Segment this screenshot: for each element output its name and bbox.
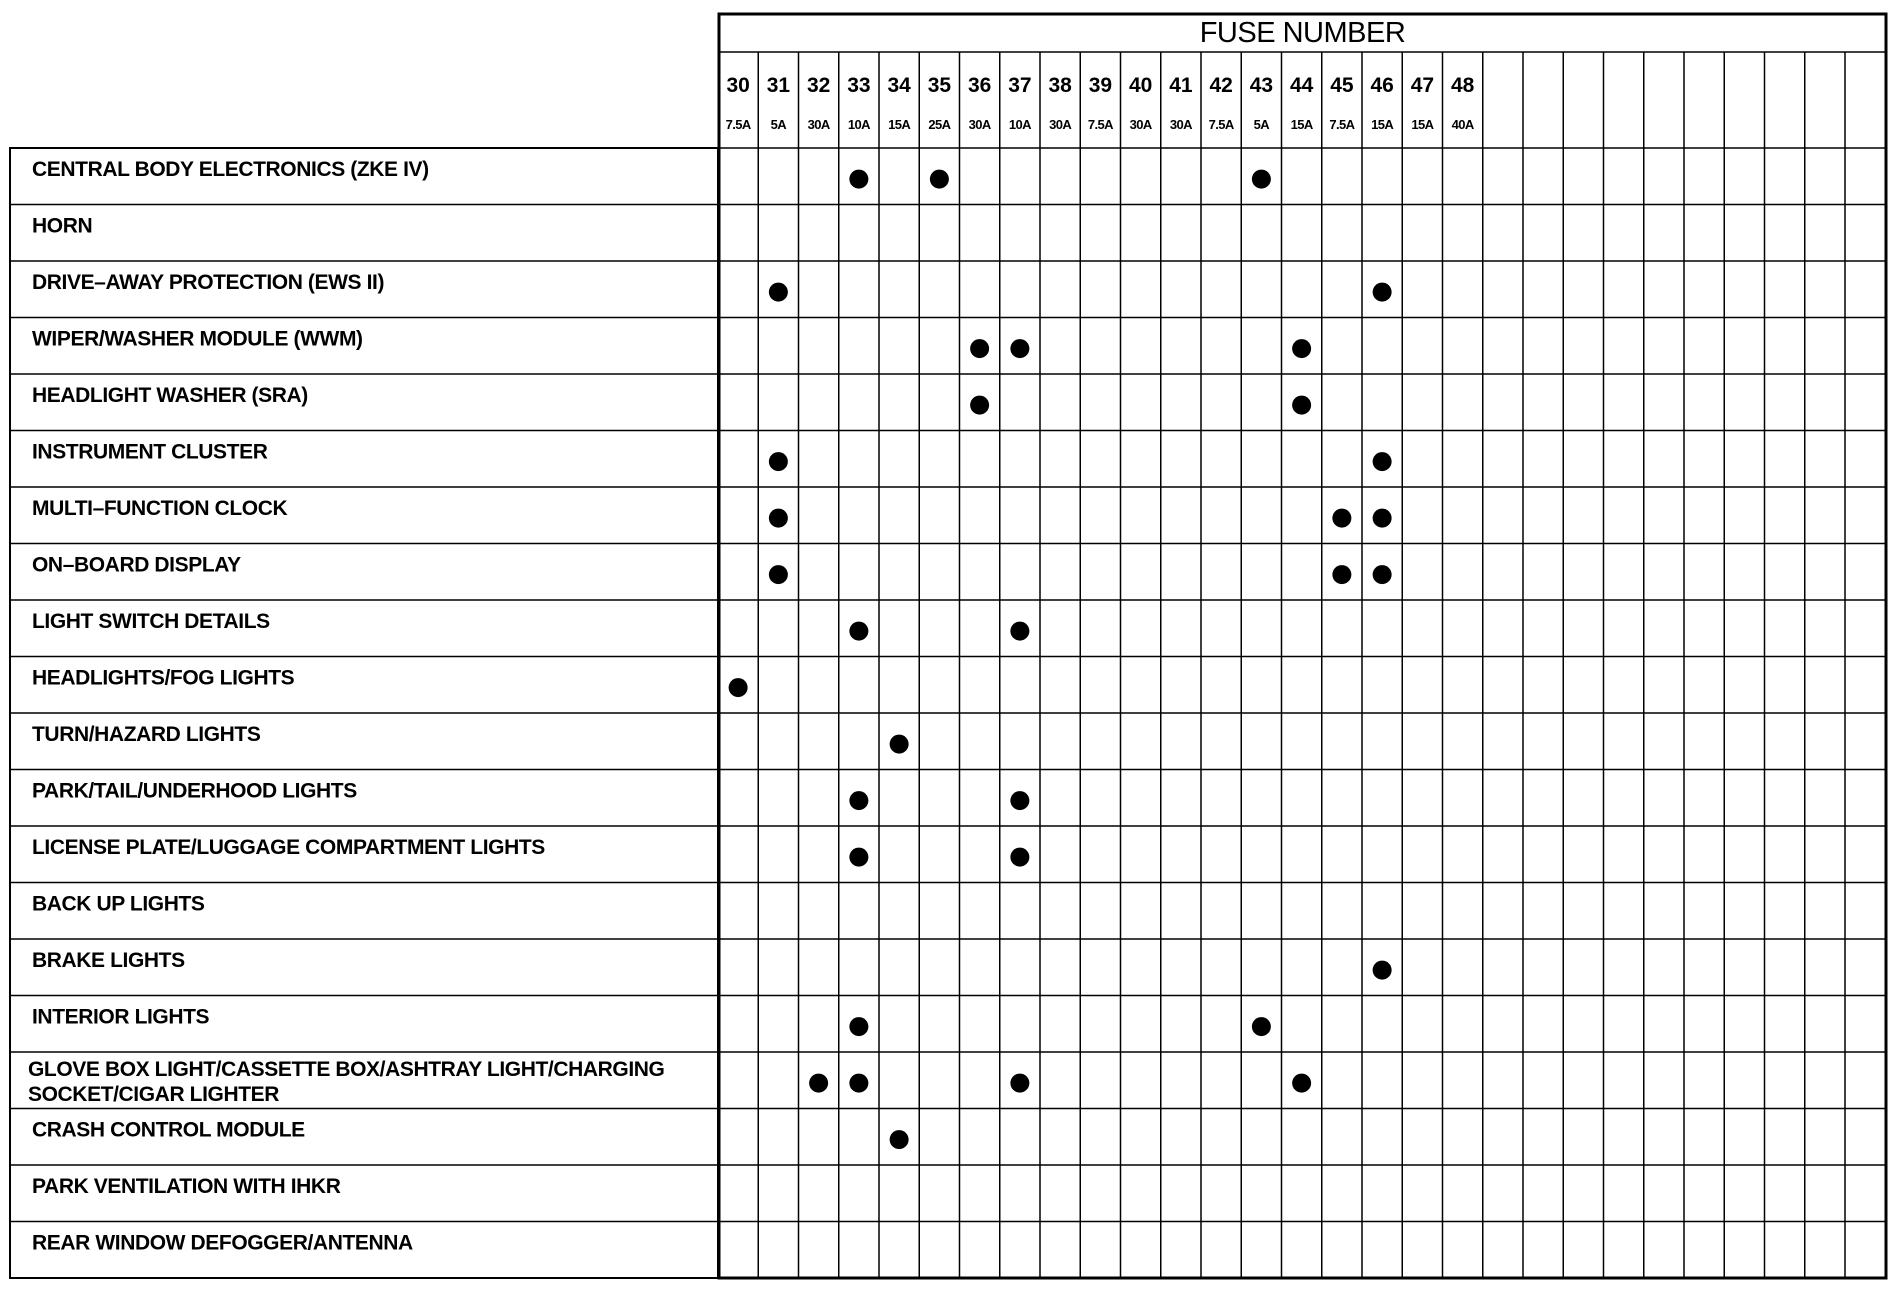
fuse-dot: [1332, 509, 1351, 528]
fuse-dot: [1010, 1074, 1029, 1093]
fuse-dot: [1373, 283, 1392, 302]
row-label: BACK UP LIGHTS: [32, 892, 205, 916]
fuse-number-32: 32: [806, 74, 831, 97]
fuse-amperage-30: 7.5A: [725, 117, 751, 132]
fuse-dot: [809, 1074, 828, 1093]
fuse-dot: [1292, 1074, 1311, 1093]
fuse-dot: [1010, 848, 1029, 867]
fuse-amperage-44: 15A: [1290, 117, 1313, 132]
fuse-number-40: 40: [1128, 74, 1153, 97]
row-label: HORN: [32, 214, 93, 238]
fuse-dot: [1292, 396, 1311, 415]
row-label: PARK VENTILATION WITH IHKR: [32, 1175, 341, 1198]
fuse-amperage-37: 10A: [1008, 117, 1031, 132]
fuse-number-48: 48: [1450, 74, 1475, 97]
fuse-dot: [1373, 509, 1392, 528]
row-labels: [28, 158, 665, 1255]
fuse-amperage-43: 5A: [1253, 117, 1270, 132]
fuse-number-36: 36: [967, 74, 992, 97]
fuse-amperage-31: 5A: [770, 117, 787, 132]
fuse-number-31: 31: [766, 74, 791, 97]
fuse-amperage-48: 40A: [1451, 117, 1474, 132]
fuse-number-43: 43: [1249, 74, 1274, 97]
row-label: WIPER/WASHER MODULE (WWM): [32, 327, 363, 351]
fuse-dot: [849, 622, 868, 641]
fuse-number-46: 46: [1370, 74, 1394, 97]
fuse-amperage-40: 30A: [1129, 117, 1152, 132]
fuse-number-33: 33: [847, 74, 871, 97]
row-label: CENTRAL BODY ELECTRONICS (ZKE IV): [32, 158, 429, 181]
fuse-amperage-39: 7.5A: [1087, 117, 1113, 132]
fuse-dot: [1373, 452, 1392, 471]
fuse-number-45: 45: [1330, 74, 1354, 97]
fuse-dot: [769, 565, 788, 584]
fuse-number-34: 34: [887, 74, 911, 97]
fuse-dot: [769, 509, 788, 528]
fuse-dot: [849, 791, 868, 810]
fuse-amperage-47: 15A: [1411, 117, 1434, 132]
fuse-amperage-45: 7.5A: [1329, 117, 1355, 132]
fuse-dot: [729, 678, 748, 697]
fuse-dot: [849, 1017, 868, 1036]
fuse-dot: [849, 1074, 868, 1093]
fuse-dot: [769, 452, 788, 471]
fuse-dot: [1292, 339, 1311, 358]
fuse-number-35: 35: [927, 74, 952, 97]
row-label: ON–BOARD DISPLAY: [32, 553, 241, 577]
fuse-number-30: 30: [726, 74, 750, 97]
row-label: BRAKE LIGHTS: [32, 949, 185, 972]
row-label: LIGHT SWITCH DETAILS: [32, 610, 270, 633]
fuse-amperage-36: 30A: [968, 117, 991, 132]
fuse-number-38: 38: [1048, 74, 1072, 97]
row-label: INSTRUMENT CLUSTER: [32, 440, 268, 464]
fuse-number-header: FUSE NUMBER: [1199, 17, 1406, 49]
fuse-amperage-41: 30A: [1169, 117, 1192, 132]
row-label: LICENSE PLATE/LUGGAGE COMPARTMENT LIGHTS: [32, 836, 545, 859]
fuse-number-41: 41: [1169, 74, 1193, 97]
row-label-line: SOCKET/CIGAR LIGHTER: [28, 1083, 280, 1106]
row-label: TURN/HAZARD LIGHTS: [32, 723, 261, 746]
fuse-dot: [1373, 565, 1392, 584]
fuse-dot: [849, 848, 868, 867]
fuse-amperage-34: 15A: [888, 117, 911, 132]
grid-lines: [10, 14, 1886, 1278]
fuse-number-37: 37: [1008, 74, 1032, 97]
fuse-dot: [1010, 622, 1029, 641]
fuse-dots: [729, 170, 1392, 1149]
fuse-dot: [970, 339, 989, 358]
fuse-amperage-42: 7.5A: [1208, 117, 1234, 132]
fuse-dot: [1252, 1017, 1271, 1036]
row-label: DRIVE–AWAY PROTECTION (EWS II): [32, 271, 385, 294]
fuse-dot: [769, 283, 788, 302]
fuse-amperage-32: 30A: [807, 117, 830, 132]
fuse-dot: [849, 170, 868, 189]
fuse-amperage-46: 15A: [1371, 117, 1394, 132]
fuse-dot: [1373, 961, 1392, 980]
fuse-number-44: 44: [1289, 74, 1314, 97]
row-label: CRASH CONTROL MODULE: [32, 1118, 305, 1142]
fuse-dot: [1332, 565, 1351, 584]
fuse-amperage-33: 10A: [847, 117, 870, 132]
fuse-number-47: 47: [1410, 74, 1435, 97]
row-label: MULTI–FUNCTION CLOCK: [32, 497, 288, 520]
fuse-dot: [1010, 339, 1029, 358]
fuse-dot: [1010, 791, 1029, 810]
fuse-number-39: 39: [1088, 74, 1113, 97]
fuse-number-42: 42: [1209, 74, 1233, 97]
row-label: HEADLIGHT WASHER (SRA): [32, 384, 308, 407]
fuse-dot: [970, 396, 989, 415]
fuse-dot: [1252, 170, 1271, 189]
row-label: PARK/TAIL/UNDERHOOD LIGHTS: [32, 779, 357, 803]
fuse-dot: [890, 735, 909, 754]
fuse-amperage-38: 30A: [1049, 117, 1072, 132]
row-label: REAR WINDOW DEFOGGER/ANTENNA: [32, 1231, 413, 1255]
fuse-dot: [930, 170, 949, 189]
row-label: [28, 1058, 665, 1106]
fuse-amperage-35: 25A: [928, 117, 951, 132]
row-label: INTERIOR LIGHTS: [32, 1005, 210, 1029]
fuse-dot: [890, 1130, 909, 1149]
row-label-line: GLOVE BOX LIGHT/CASSETTE BOX/ASHTRAY LIGHT/CHARGING: [28, 1058, 665, 1081]
row-label: HEADLIGHTS/FOG LIGHTS: [32, 666, 295, 690]
